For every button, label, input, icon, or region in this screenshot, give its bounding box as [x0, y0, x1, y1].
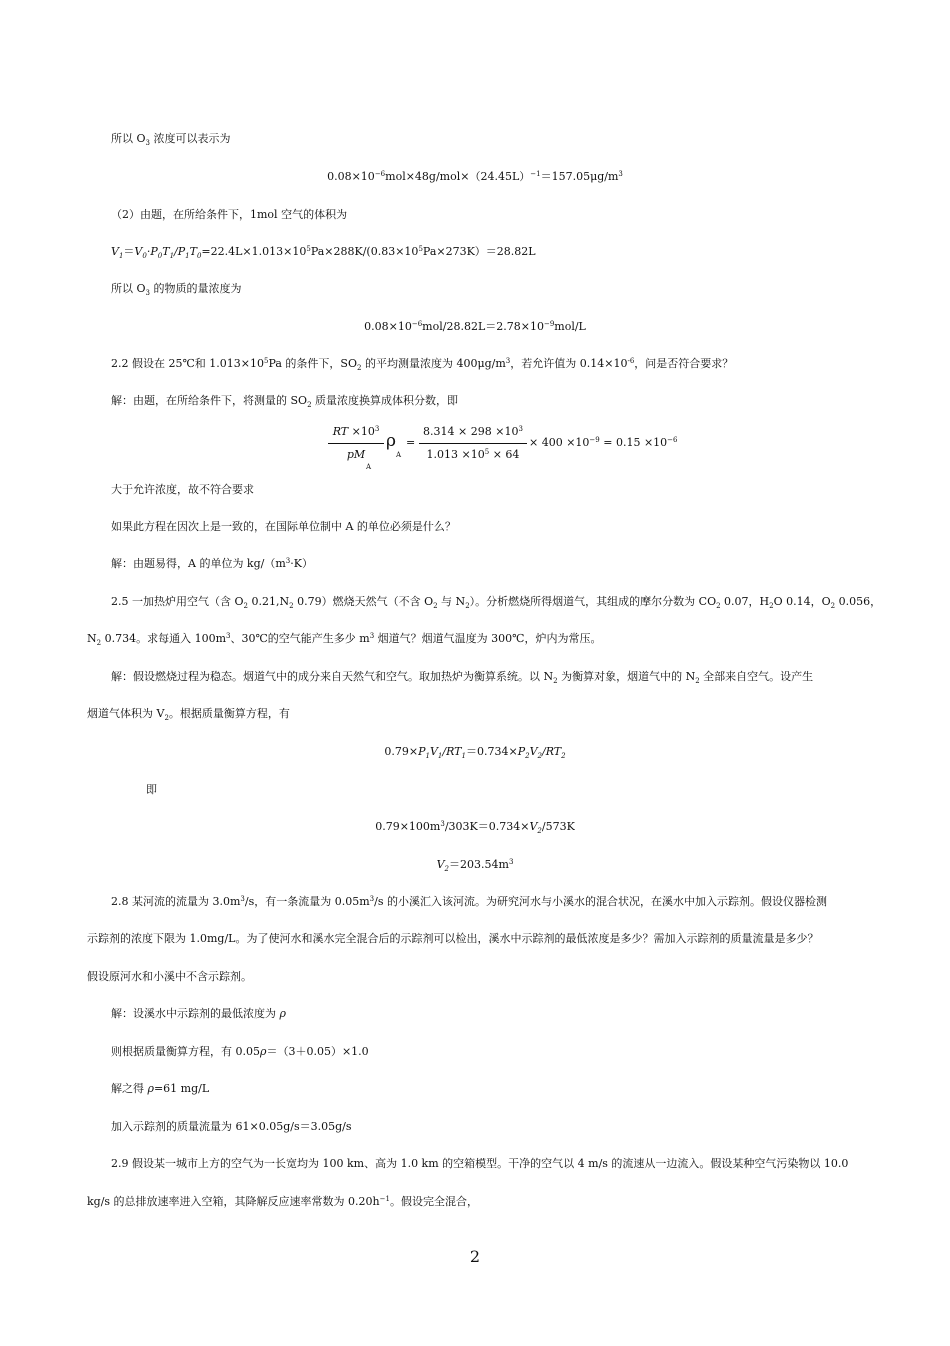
text-line: （2）由题，在所给条件下，1mol 空气的体积为 — [111, 208, 348, 221]
formula-subscript: A — [396, 451, 402, 459]
equation-line: $0.79\times 100m^3/303K=0.734\times V_2/573K$ — [375, 820, 575, 835]
text-line: 示踪剂的浓度下限为 1.0mg/L。为了使河水和溪水完全混合后的示踪剂可以检出，溪水中示踪剂的最低浓度是多少？需加入示踪剂的质量流量是多少？ — [87, 932, 819, 945]
equation-line: $0.08\times 10^{-6}mol\times 48g/mol\times(24.45L)^{-1}=157.05\mu g/m^3$ — [327, 170, 623, 183]
text-line: 大于允许浓度，故不符合要求 — [111, 483, 254, 496]
text-line: 解：由题易得，A 的单位为 $kg/(m^3\cdot K)$ — [111, 557, 313, 570]
text-line: 解：设溪水中示踪剂的最低浓度为 ρ — [111, 1007, 286, 1020]
formula-rho: ρ — [386, 431, 396, 451]
formula-equals: = — [406, 436, 416, 449]
formula-subscript: A — [366, 463, 372, 471]
text-line: 即 — [146, 783, 157, 796]
equation-line: $V_2=203.54m^3$ — [436, 858, 514, 873]
text-line: 解之得 ρ=61 mg/L — [111, 1082, 210, 1095]
text-line: kg/s 的总排放速率进入空箱，其降解反应速率常数为 $0.20h^{-1}$。假设完全混合， — [87, 1195, 478, 1208]
text-line: 如果此方程在因次上是一致的，在国际单位制中 A 的单位必须是什么？ — [111, 520, 456, 533]
text-line: 所以 $O_3$ 浓度可以表示为 — [111, 132, 231, 147]
fraction-bar — [419, 443, 527, 444]
text-line: 2.9 假设某一城市上方的空气为一长宽均为 100 km、高为 1.0 km 的空箱模型。干净的空气以 4 m/s 的流速从一边流入。假设某种空气污染物以 10.0 — [111, 1157, 849, 1170]
formula-result: × $400 \times 10^{-9} = 0.15 \times 10^{-6}$ — [529, 436, 678, 449]
fraction-bar — [328, 443, 384, 444]
text-line: 2.8 某河流的流量为 $3.0m^3/s$，有一条流量为 $0.05m^3/s$ 的小溪汇入该河流。为研究河水与小溪水的混合状况，在溪水中加入示踪剂。假设仪器检测 — [111, 895, 827, 908]
formula-numerator-1: RT $\times 10^3$ — [332, 425, 380, 438]
text-line: 解：假设燃烧过程为稳态。烟道气中的成分来自天然气和空气。取加热炉为衡算系统。以 $N_2$ 为衡算对象，烟道气中的 $N_2$ 全部来自空气。设产生 — [111, 670, 814, 685]
page-number: 2 — [469, 1247, 481, 1266]
text-line: 加入示踪剂的质量流量为 61×0.05g/s＝3.05g/s — [111, 1120, 352, 1133]
text-line: 解：由题，在所给条件下，将测量的 $SO_2$ 质量浓度换算成体积分数，即 — [111, 394, 459, 409]
equation-line: $0.08\times 10^{-6}mol/28.82L=2.78\times 10^{-9}mol/L$ — [364, 320, 586, 333]
equation-line: $0.79\times P_1V_1/RT_1=0.734\times P_2V_2/RT_2$ — [384, 745, 566, 760]
text-line: 烟道气体积为 $V_2$。根据质量衡算方程，有 — [87, 707, 290, 722]
text-line: $N_2$ 0.734。求每通入 $100m^3$、30℃的空气能产生多少 $m^3$ 烟道气？烟道气温度为 300℃，炉内为常压。 — [87, 632, 602, 647]
text-line: 假设原河水和小溪中不含示踪剂。 — [87, 970, 252, 983]
formula-denominator-1: pM — [346, 448, 366, 461]
text-line: 2.5 一加热炉用空气（含 $O_2$ $0.21,N_2$ 0.79）燃烧天然气（不含 $O_2$ 与 $N_2$）。分析燃烧所得烟道气，其组成的摩尔分数为 $CO_2$ 0.07，$H_2O$ 0.14，$O_2$ 0.056， — [111, 595, 882, 610]
formula-numerator-2: $8.314 \times 298 \times 10^3$ — [423, 425, 523, 438]
text-line: 2.2 假设在 25℃和 $1.013\times 10^5Pa$ 的条件下，$SO_2$ 的平均测量浓度为 $400\mu g/m^3$，若允许值为 $0.14\times 10^{-6}$，问是否符合要求？ — [111, 357, 734, 372]
formula-denominator-2: $1.013 \times 10^5 \times 64$ — [426, 448, 520, 461]
equation-line: $V_1=V_0\cdot P_0T_1/P_1T_0=22.4L\times 1.013\times 10^5Pa\times 288K/(0.83\times 10^5Pa\times 273K)=28.82L$ — [111, 245, 536, 260]
text-line: 所以 $O_3$ 的物质的量浓度为 — [111, 282, 242, 297]
text-line: 则根据质量衡算方程，有 0.05ρ＝（3＋0.05）×1.0 — [111, 1045, 369, 1058]
